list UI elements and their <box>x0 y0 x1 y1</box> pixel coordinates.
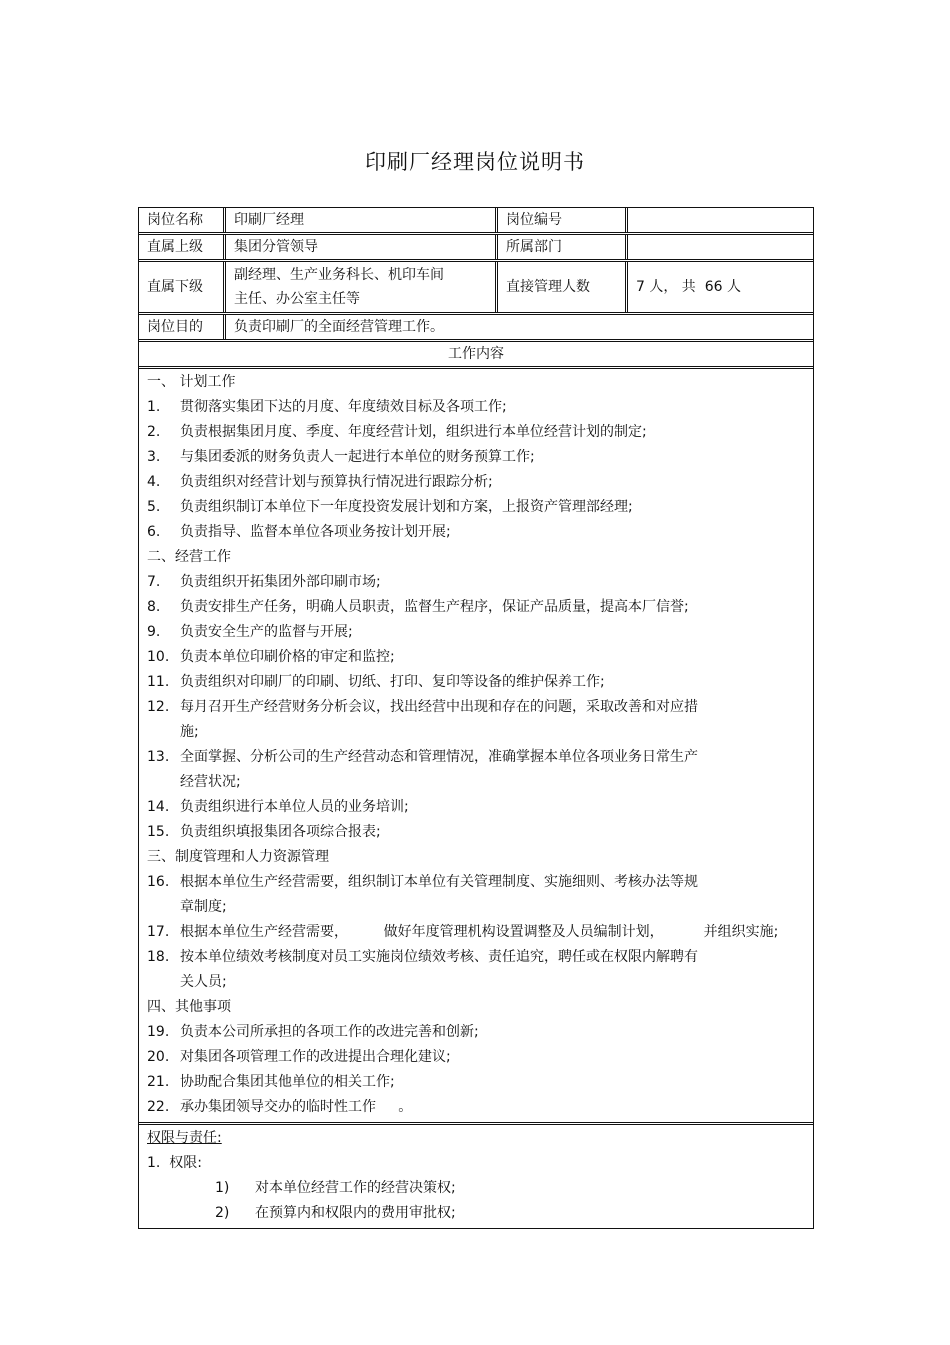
subordinate-label: 直属下级 <box>139 262 226 312</box>
authority-item-text: 对本单位经营工作的经营决策权; <box>255 1180 456 1196</box>
work-item-number: 1. <box>147 399 161 415</box>
work-item-text <box>180 645 740 670</box>
work-item-line: 负责组织进行本单位人员的业务培训; <box>180 799 409 815</box>
work-item-line: 与集团委派的财务负责人一起进行本单位的财务预算工作; <box>180 449 535 465</box>
work-item <box>147 695 805 745</box>
work-item-text <box>180 1020 740 1045</box>
row-authority <box>139 1125 813 1228</box>
work-item-line: 负责组织对印刷厂的印刷、切纸、打印、复印等设备的维护保养工作; <box>180 674 605 690</box>
authority-heading: 权限与责任: <box>147 1130 222 1146</box>
work-item-line: 负责安全生产的监督与开展; <box>180 624 353 640</box>
authority-sub-heading: 1. 权限: <box>147 1155 202 1171</box>
post-name-value: 印刷厂经理 <box>226 208 498 232</box>
authority-item-number: 1) <box>215 1180 230 1196</box>
work-item-line: 对集团各项管理工作的改进提出合理化建议; <box>180 1049 451 1065</box>
work-item <box>147 1095 805 1120</box>
post-no-label: 岗位编号 <box>498 208 628 232</box>
work-item-number: 6. <box>147 524 161 540</box>
work-content-header: 工作内容 <box>448 346 504 362</box>
work-item <box>147 570 805 595</box>
work-item <box>147 1070 805 1095</box>
work-item-text <box>180 945 740 995</box>
work-item <box>147 495 805 520</box>
work-item-line: 贯彻落实集团下达的月度、年度绩效目标及各项工作; <box>180 399 507 415</box>
superior-label: 直属上级 <box>139 235 226 259</box>
work-item-number: 9. <box>147 624 161 640</box>
work-item-text <box>180 820 740 845</box>
row-post-name <box>139 208 813 235</box>
work-item-number: 10. <box>147 649 170 665</box>
work-item-text <box>180 1095 740 1120</box>
work-section-heading: 二、经营工作 <box>147 549 231 565</box>
work-item <box>147 745 805 795</box>
work-item-number: 12. <box>147 699 170 715</box>
post-no-value <box>628 208 813 232</box>
work-item-text <box>180 745 740 795</box>
work-item-line: 负责安排生产任务，明确人员职责，监督生产程序，保证产品质量，提高本厂信誉; <box>180 599 689 615</box>
work-item-text <box>180 420 740 445</box>
work-item-number: 17. <box>147 924 170 940</box>
work-item <box>147 620 805 645</box>
work-item-number: 5. <box>147 499 161 515</box>
work-item-line: 承办集团领导交办的临时性工作 。 <box>180 1099 413 1115</box>
work-item-text <box>180 470 740 495</box>
work-item-line: 负责组织制订本单位下一年度投资发展计划和方案，上报资产管理部经理; <box>180 499 633 515</box>
work-item-line: 根据本单位生产经营需要，组织制订本单位有关管理制度、实施细则、考核办法等规 <box>180 874 698 890</box>
work-item <box>147 1020 805 1045</box>
work-item-text <box>180 445 740 470</box>
work-item-number: 2. <box>147 424 161 440</box>
work-item <box>147 870 805 920</box>
work-item-text <box>180 670 740 695</box>
work-item-text <box>180 570 740 595</box>
subordinate-value <box>226 262 498 312</box>
work-item-line: 全面掌握、分析公司的生产经营动态和管理情况，准确掌握本单位各项业务日常生产 <box>180 749 698 765</box>
work-item-text <box>180 620 740 645</box>
work-item-text <box>180 595 740 620</box>
work-item-line: 负责组织开拓集团外部印刷市场; <box>180 574 381 590</box>
authority-item-number: 2) <box>215 1205 230 1221</box>
subordinate-value-line-2: 主任、办公室主任等 <box>234 291 360 307</box>
work-section-heading: 四、其他事项 <box>147 999 231 1015</box>
work-item-text <box>180 695 740 745</box>
subordinate-value-line-1: 副经理、生产业务科长、机印车间 <box>234 267 444 283</box>
work-item-line: 经营状况; <box>180 774 241 790</box>
work-item-text <box>180 920 779 945</box>
post-name-label: 岗位名称 <box>139 208 226 232</box>
purpose-label: 岗位目的 <box>139 315 226 339</box>
work-item-line: 每月召开生产经营财务分析会议，找出经营中出现和存在的问题，采取改善和对应措 <box>180 699 698 715</box>
work-item-number: 15. <box>147 824 170 840</box>
row-work-content <box>139 369 813 1125</box>
work-item <box>147 920 805 945</box>
work-item-line: 负责本单位印刷价格的审定和监控; <box>180 649 395 665</box>
work-item-number: 16. <box>147 874 170 890</box>
work-item <box>147 645 805 670</box>
work-item-line: 负责指导、监督本单位各项业务按计划开展; <box>180 524 451 540</box>
work-content-list <box>139 369 813 1122</box>
job-description-table <box>138 207 814 1229</box>
row-subordinate <box>139 262 813 315</box>
work-item-line: 按本单位绩效考核制度对员工实施岗位绩效考核、责任追究，聘任或在权限内解聘有 <box>180 949 698 965</box>
managed-count-value: 7 人， 共 66 人 <box>636 279 741 295</box>
work-item-number: 13. <box>147 749 170 765</box>
work-item <box>147 420 805 445</box>
managed-count-label: 直接管理人数 <box>498 262 628 312</box>
work-item-number: 8. <box>147 599 161 615</box>
authority-item-text: 在预算内和权限内的费用审批权; <box>255 1205 456 1221</box>
work-item-number: 22. <box>147 1099 170 1115</box>
dept-label: 所属部门 <box>498 235 628 259</box>
row-superior <box>139 235 813 262</box>
work-item-text <box>180 520 740 545</box>
superior-value: 集团分管领导 <box>226 235 498 259</box>
work-item-number: 19. <box>147 1024 170 1040</box>
work-item-line: 负责本公司所承担的各项工作的改进完善和创新; <box>180 1024 479 1040</box>
work-item-number: 11. <box>147 674 170 690</box>
work-item <box>147 470 805 495</box>
row-purpose <box>139 315 813 342</box>
work-item-text <box>180 870 740 920</box>
work-item <box>147 1045 805 1070</box>
row-work-header <box>139 342 813 369</box>
work-item <box>147 795 805 820</box>
work-item-line: 负责组织填报集团各项综合报表; <box>180 824 381 840</box>
work-item <box>147 445 805 470</box>
work-item-line: 关人员; <box>180 974 227 990</box>
work-item-line: 负责根据集团月度、季度、年度经营计划，组织进行本单位经营计划的制定; <box>180 424 647 440</box>
document-title: 印刷厂经理岗位说明书 <box>365 150 585 174</box>
work-item-number: 7. <box>147 574 161 590</box>
work-item-number: 3. <box>147 449 161 465</box>
authority-item <box>147 1176 805 1201</box>
authority-item <box>147 1201 805 1226</box>
work-item <box>147 820 805 845</box>
work-item-text <box>180 395 740 420</box>
work-item-number: 14. <box>147 799 170 815</box>
work-item-line: 章制度; <box>180 899 227 915</box>
authority-section <box>139 1125 813 1228</box>
work-section-heading: 一、 计划工作 <box>147 374 236 390</box>
work-item <box>147 395 805 420</box>
work-item-line: 负责组织对经营计划与预算执行情况进行跟踪分析; <box>180 474 493 490</box>
work-item-number: 4. <box>147 474 161 490</box>
work-item-text <box>180 795 740 820</box>
work-item <box>147 520 805 545</box>
work-item-line: 施; <box>180 724 199 740</box>
work-item-line: 协助配合集团其他单位的相关工作; <box>180 1074 395 1090</box>
purpose-value: 负责印刷厂的全面经营管理工作。 <box>234 319 444 335</box>
dept-value <box>628 235 813 259</box>
work-item-number: 18. <box>147 949 170 965</box>
work-item <box>147 670 805 695</box>
work-item <box>147 945 805 995</box>
work-item-line: 根据本单位生产经营需要， 做好年度管理机构设置调整及人员编制计划， 并组织实施; <box>180 924 779 940</box>
work-item <box>147 595 805 620</box>
work-section-heading: 三、制度管理和人力资源管理 <box>147 849 329 865</box>
work-item-text <box>180 1070 740 1095</box>
work-item-text <box>180 1045 740 1070</box>
work-item-text <box>180 495 740 520</box>
work-item-number: 20. <box>147 1049 170 1065</box>
work-item-number: 21. <box>147 1074 170 1090</box>
